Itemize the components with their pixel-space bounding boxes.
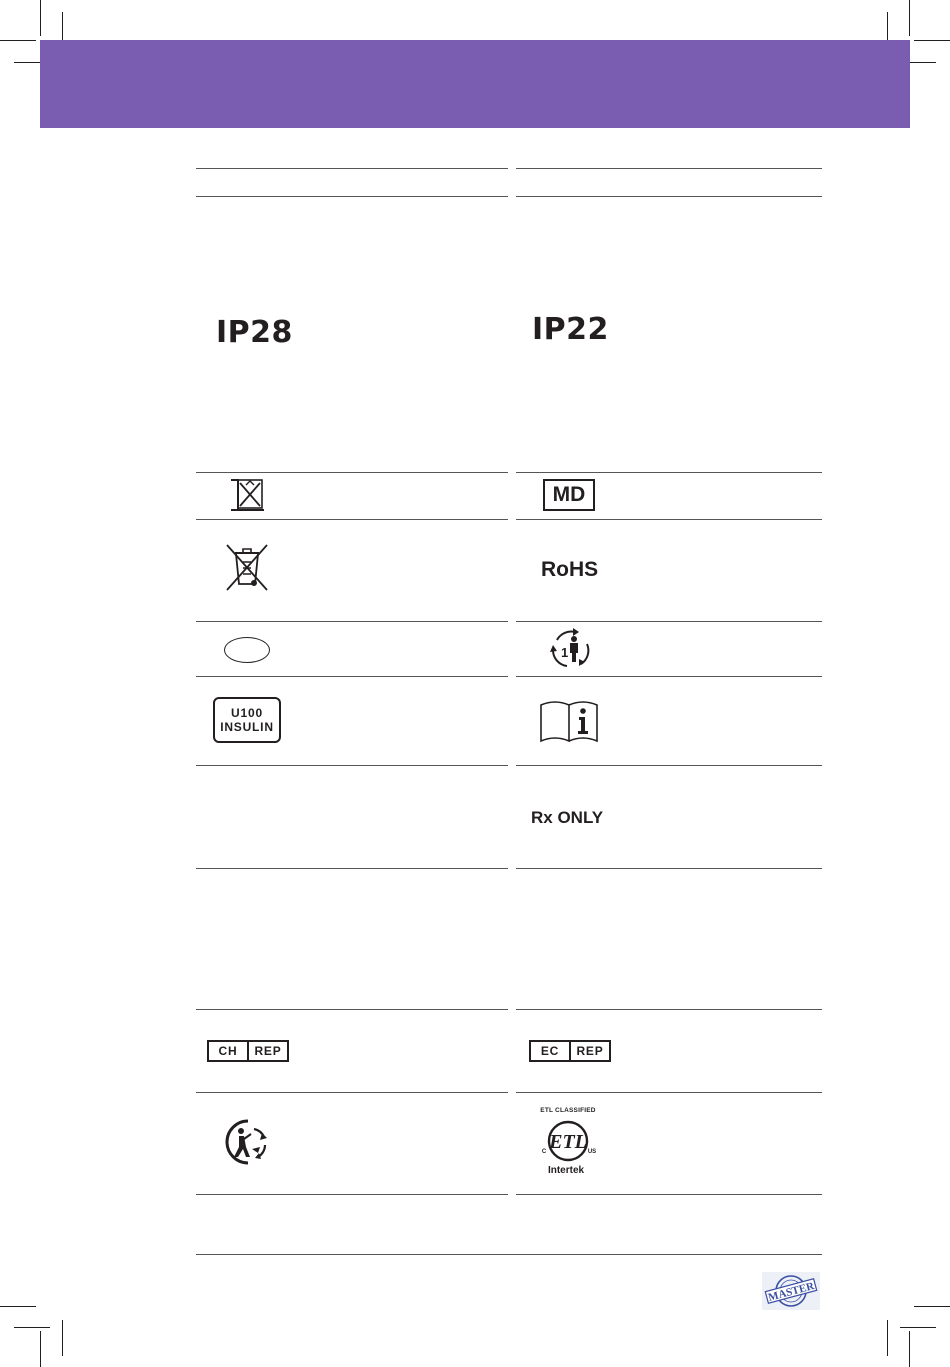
- table-rule: [196, 868, 508, 869]
- table-rule: [196, 472, 508, 473]
- etl-top-label: ETL CLASSIFIED: [540, 1107, 596, 1114]
- table-rule: [516, 765, 822, 766]
- table-rule: [196, 676, 508, 677]
- table-rule: [516, 472, 822, 473]
- table-rule: [196, 621, 508, 622]
- triman-recycling-icon: [224, 1117, 272, 1172]
- u100-line2: INSULIN: [220, 720, 274, 734]
- ip28-symbol: IP28: [216, 315, 293, 350]
- table-rule: [516, 1009, 822, 1010]
- ec-rep-symbol: [529, 1040, 611, 1062]
- crop-mark: [909, 1331, 910, 1367]
- ec-rep-country: EC: [531, 1042, 571, 1060]
- ec-rep-label: REP: [576, 1044, 604, 1058]
- table-rule: [196, 765, 508, 766]
- u100-insulin-symbol: [213, 697, 281, 743]
- master-badge: [762, 1272, 820, 1310]
- table-rule: [516, 519, 822, 520]
- etl-intertek-label: Intertek: [547, 1165, 585, 1176]
- table-rule: [516, 621, 822, 622]
- crop-mark: [887, 1320, 888, 1356]
- table-rule: [196, 168, 508, 169]
- crop-mark: [914, 1306, 950, 1307]
- ch-rep-symbol: [207, 1040, 289, 1062]
- weee-bin-icon: [224, 542, 270, 597]
- table-rule: [516, 196, 822, 197]
- crop-mark: [40, 1331, 41, 1367]
- crop-mark: [914, 40, 950, 41]
- crop-mark: [40, 0, 41, 36]
- u100-line1: U100: [231, 706, 263, 720]
- ch-rep-country: CH: [209, 1042, 249, 1060]
- crop-mark: [0, 40, 36, 41]
- crop-mark: [14, 1327, 50, 1328]
- md-label: MD: [552, 483, 586, 506]
- etl-us-label: US: [587, 1149, 597, 1155]
- table-rule: [516, 1194, 822, 1195]
- single-patient-multiple-use-icon: [547, 626, 593, 677]
- etl-classified-mark: [536, 1107, 600, 1179]
- rohs-symbol: RoHS: [541, 558, 599, 581]
- table-rule: [196, 1194, 508, 1195]
- table-rule: [196, 1009, 508, 1010]
- etl-logo-text: ETL: [549, 1131, 587, 1153]
- table-rule: [516, 168, 822, 169]
- etl-c-label: C: [541, 1149, 547, 1155]
- ip22-symbol: IP22: [532, 312, 609, 347]
- oval-symbol: [224, 637, 270, 663]
- single-patient-number: 1: [561, 645, 569, 660]
- package-damaged-icon: [228, 477, 266, 520]
- rx-only-symbol: Rx ONLY: [531, 808, 604, 827]
- table-rule: [196, 1092, 508, 1093]
- table-rule: [516, 868, 822, 869]
- header-banner: [40, 40, 910, 128]
- crop-mark: [909, 0, 910, 36]
- crop-mark: [900, 1327, 936, 1328]
- consult-instructions-icon: [538, 697, 602, 750]
- table-rule: [516, 1092, 822, 1093]
- table-rule: [196, 1254, 822, 1255]
- crop-mark: [0, 1306, 36, 1307]
- md-symbol: [543, 479, 595, 511]
- ch-rep-label: REP: [254, 1044, 282, 1058]
- master-badge-text: MASTER: [766, 1280, 816, 1304]
- crop-mark: [62, 1320, 63, 1356]
- table-rule: [196, 196, 508, 197]
